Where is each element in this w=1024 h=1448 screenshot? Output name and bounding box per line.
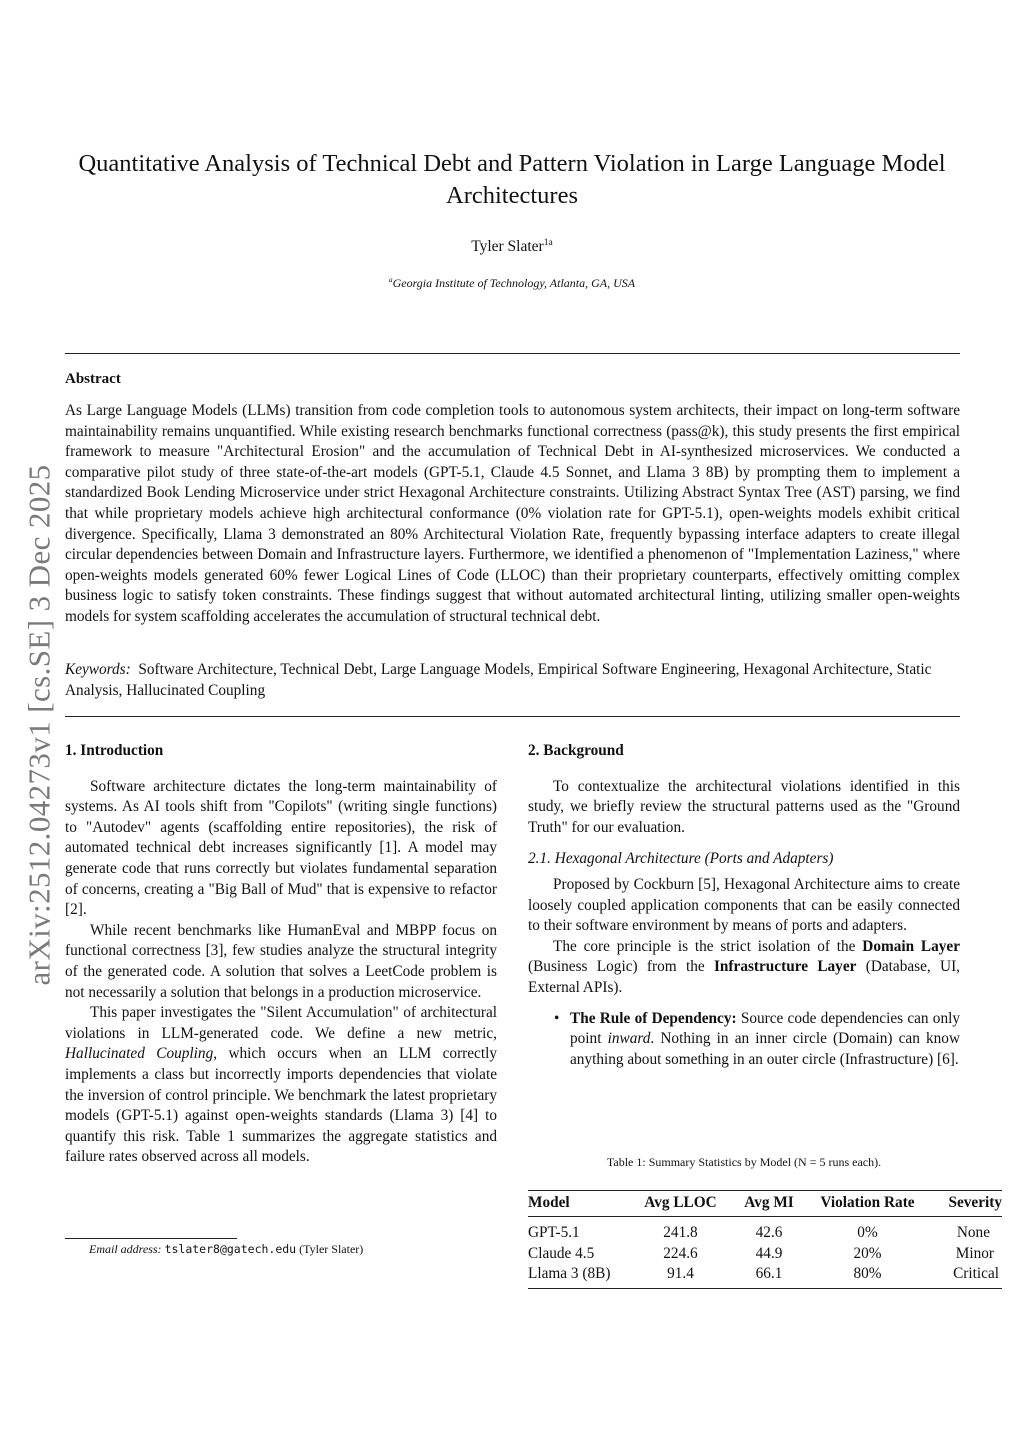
abstract-text: As Large Language Models (LLMs) transition from code completion tools to autonomous system architects, their impact on long-term software maintainability remains unquantified. While existing research benchmarks functional correctness (pass@k), this study presents the first empirical framework to measure "Architectural Erosion" and the accumulation of Technical Debt in AI-synthesized microservices. We conducted a comparative pilot study of three state-of-the-art models (GPT-5.1, Claude 4.5 Sonnet, and Llama 3 8B) by prompting them to implement a standardized Book Lending Microservice under strict Hexagonal Architecture constraints. Utilizing Abstract Syntax Tree (AST) parsing, we find that while proprietary models achieve high architectural conformance (0% violation rate for GPT-5.1), open-weights models exhibit critical divergence. Specifically, Llama 3 demonstrated an 80% Architectural Violation Rate, frequently bypassing interface adapters to create illegal circular dependencies between Domain and Infrastructure layers. Furthermore, we identified a phenomenon of "Implementation Laziness," where open-weights models generated 60% fewer Logical Lines of Code (LLOC) than their proprietary counterparts, effectively omitting complex business logic to satisfy token constraints. These findings suggest that without automated architectural linting, utilizing smaller open-weights models for system scaffolding accelerates the accumulation of structural technical debt. bbox=[65, 402, 960, 625]
rule-list-item bbox=[528, 1009, 960, 1071]
table-header-cell: Severity bbox=[930, 1191, 1002, 1217]
section-heading-introduction: 1. Introduction bbox=[65, 742, 164, 759]
table-header-cell: Avg MI bbox=[733, 1191, 805, 1217]
affiliation-superscript: a bbox=[388, 275, 393, 284]
rule-text-emphasis: inward bbox=[607, 1030, 651, 1048]
table-cell: GPT-5.1 bbox=[528, 1224, 580, 1241]
paper-title: Quantitative Analysis of Technical Debt and Pattern Violation in Large Language Model Architectures bbox=[78, 150, 946, 209]
rule-text-b: . Nothing in an inner circle (Domain) can know anything about something in an outer circle (Infrastructure) [6]. bbox=[570, 1030, 960, 1068]
arxiv-stamp-text: arXiv:2512.04273v1 [cs.SE] 3 Dec 2025 bbox=[22, 464, 57, 986]
footnote-label: Email address: bbox=[89, 1242, 162, 1256]
affiliation-text: Georgia Institute of Technology, Atlanta, GA, USA bbox=[392, 276, 636, 290]
affiliation-line bbox=[0, 276, 1024, 291]
table-header-cell: Model bbox=[528, 1191, 628, 1217]
table-cell: Minor bbox=[955, 1244, 994, 1262]
section-heading-background: 2. Background bbox=[528, 742, 624, 759]
author-line bbox=[0, 238, 1024, 256]
table-cell: 91.4 bbox=[628, 1264, 733, 1288]
keywords-line bbox=[65, 660, 960, 701]
rule-bold-label: The Rule of Dependency: bbox=[570, 1009, 737, 1027]
right-column bbox=[528, 741, 960, 1070]
arxiv-sidebar-stamp bbox=[14, 430, 66, 1020]
summary-statistics-table bbox=[528, 1190, 1002, 1289]
bg-p3-part-a: The core principle is the strict isolation of the bbox=[553, 937, 863, 955]
rule-list bbox=[528, 1009, 960, 1071]
background-paragraph-2: Proposed by Cockburn [5], Hexagonal Architecture aims to create loosely coupled application components that can be easily connected to their software environment by means of ports and adapters. bbox=[528, 875, 960, 935]
bullet-icon: • bbox=[554, 1009, 560, 1027]
table-cell: 0% bbox=[857, 1224, 878, 1241]
table-row bbox=[528, 1217, 1002, 1244]
table-cell: 42.6 bbox=[755, 1224, 783, 1241]
abstract-heading: Abstract bbox=[65, 371, 121, 387]
bg-p3-domain-layer: Domain Layer bbox=[862, 937, 960, 955]
table-cell: 241.8 bbox=[663, 1224, 698, 1241]
table-cell: Claude 4.5 bbox=[528, 1244, 595, 1262]
table-row bbox=[528, 1244, 1002, 1265]
table-header-cell: Violation Rate bbox=[805, 1191, 930, 1217]
table-cell: Llama 3 (8B) bbox=[528, 1264, 628, 1288]
author-name: Tyler Slater bbox=[471, 238, 544, 255]
footnote-name: (Tyler Slater) bbox=[299, 1242, 364, 1256]
table-header-cell: Avg LLOC bbox=[628, 1191, 733, 1217]
bg-p3-part-d: (Database, UI, External APIs). bbox=[528, 958, 960, 996]
table-row bbox=[528, 1264, 1002, 1288]
table-cell: Critical bbox=[930, 1264, 1002, 1288]
intro-paragraph-2: While recent benchmarks like HumanEval and MBPP focus on functional correctness [3], few studies analyze the structural integrity of the generated code. A solution that solves a LeetCode problem is not necessarily a solution that belongs in a production microservice. bbox=[65, 921, 497, 1001]
left-column bbox=[65, 741, 497, 1168]
footnote-email: tslater8@gatech.edu bbox=[164, 1242, 297, 1256]
table-cell: 80% bbox=[805, 1264, 930, 1288]
intro-p3-emphasis: Hallucinated Coupling bbox=[65, 1045, 214, 1063]
table-caption: Table 1: Summary Statistics by Model (N = 5 runs each). bbox=[606, 1155, 882, 1169]
footnote bbox=[89, 1242, 363, 1257]
intro-p3-part-b: , which occurs when an LLM correctly implements a class but incorrectly imports dependencies that violate the inversion of control principle. We benchmark the latest proprietary models (GPT-5.1) against open-weights standards (Llama 3) [4] to quantify this risk. Table 1 summarizes the aggregate statistics and failure rates observed across all models. bbox=[65, 1045, 497, 1166]
intro-paragraph-1: Software architecture dictates the long-term maintainability of systems. As AI tools shift from "Copilots" (writing single functions) to "Autodev" agents (scaffolding entire repositories), the risk of automated technical debt increases significantly [1]. A model may generate code that runs correctly but violates fundamental separation of concerns, creating a "Big Ball of Mud" that is expensive to refactor [2]. bbox=[65, 777, 497, 919]
background-paragraph-3 bbox=[528, 937, 960, 999]
footnote-divider bbox=[65, 1238, 237, 1239]
author-superscript: 1a bbox=[543, 236, 553, 248]
keywords-label: Keywords: bbox=[65, 661, 131, 678]
table-cell: 224.6 bbox=[663, 1244, 698, 1262]
table-cell: 20% bbox=[853, 1244, 882, 1262]
table-cell: None bbox=[956, 1224, 990, 1241]
intro-paragraph-3 bbox=[65, 1003, 497, 1168]
bg-p3-infrastructure-layer: Infrastructure Layer bbox=[713, 958, 857, 976]
abstract-bottom-divider bbox=[65, 716, 960, 717]
subsection-heading-hexagonal: 2.1. Hexagonal Architecture (Ports and Adapters) bbox=[528, 850, 834, 868]
keywords-text: Software Architecture, Technical Debt, Large Language Models, Empirical Software Engineering, Hexagonal Architecture, Static Analysis, Hallucinated Coupling bbox=[65, 661, 932, 699]
top-divider bbox=[65, 353, 960, 354]
background-paragraph-1: To contextualize the architectural violations identified in this study, we briefly review the structural patterns used as the "Ground Truth" for our evaluation. bbox=[528, 777, 960, 836]
bg-p3-part-c: (Business Logic) from the bbox=[528, 958, 714, 976]
rule-text-a: Source code dependencies can only point bbox=[570, 1009, 960, 1048]
table-header-row bbox=[528, 1191, 1002, 1217]
table-cell: 66.1 bbox=[733, 1264, 805, 1288]
table-cell: 44.9 bbox=[755, 1244, 783, 1262]
intro-p3-part-a: This paper investigates the "Silent Accumulation" of architectural violations in LLM-generated code. We define a new metric, bbox=[65, 1004, 497, 1042]
